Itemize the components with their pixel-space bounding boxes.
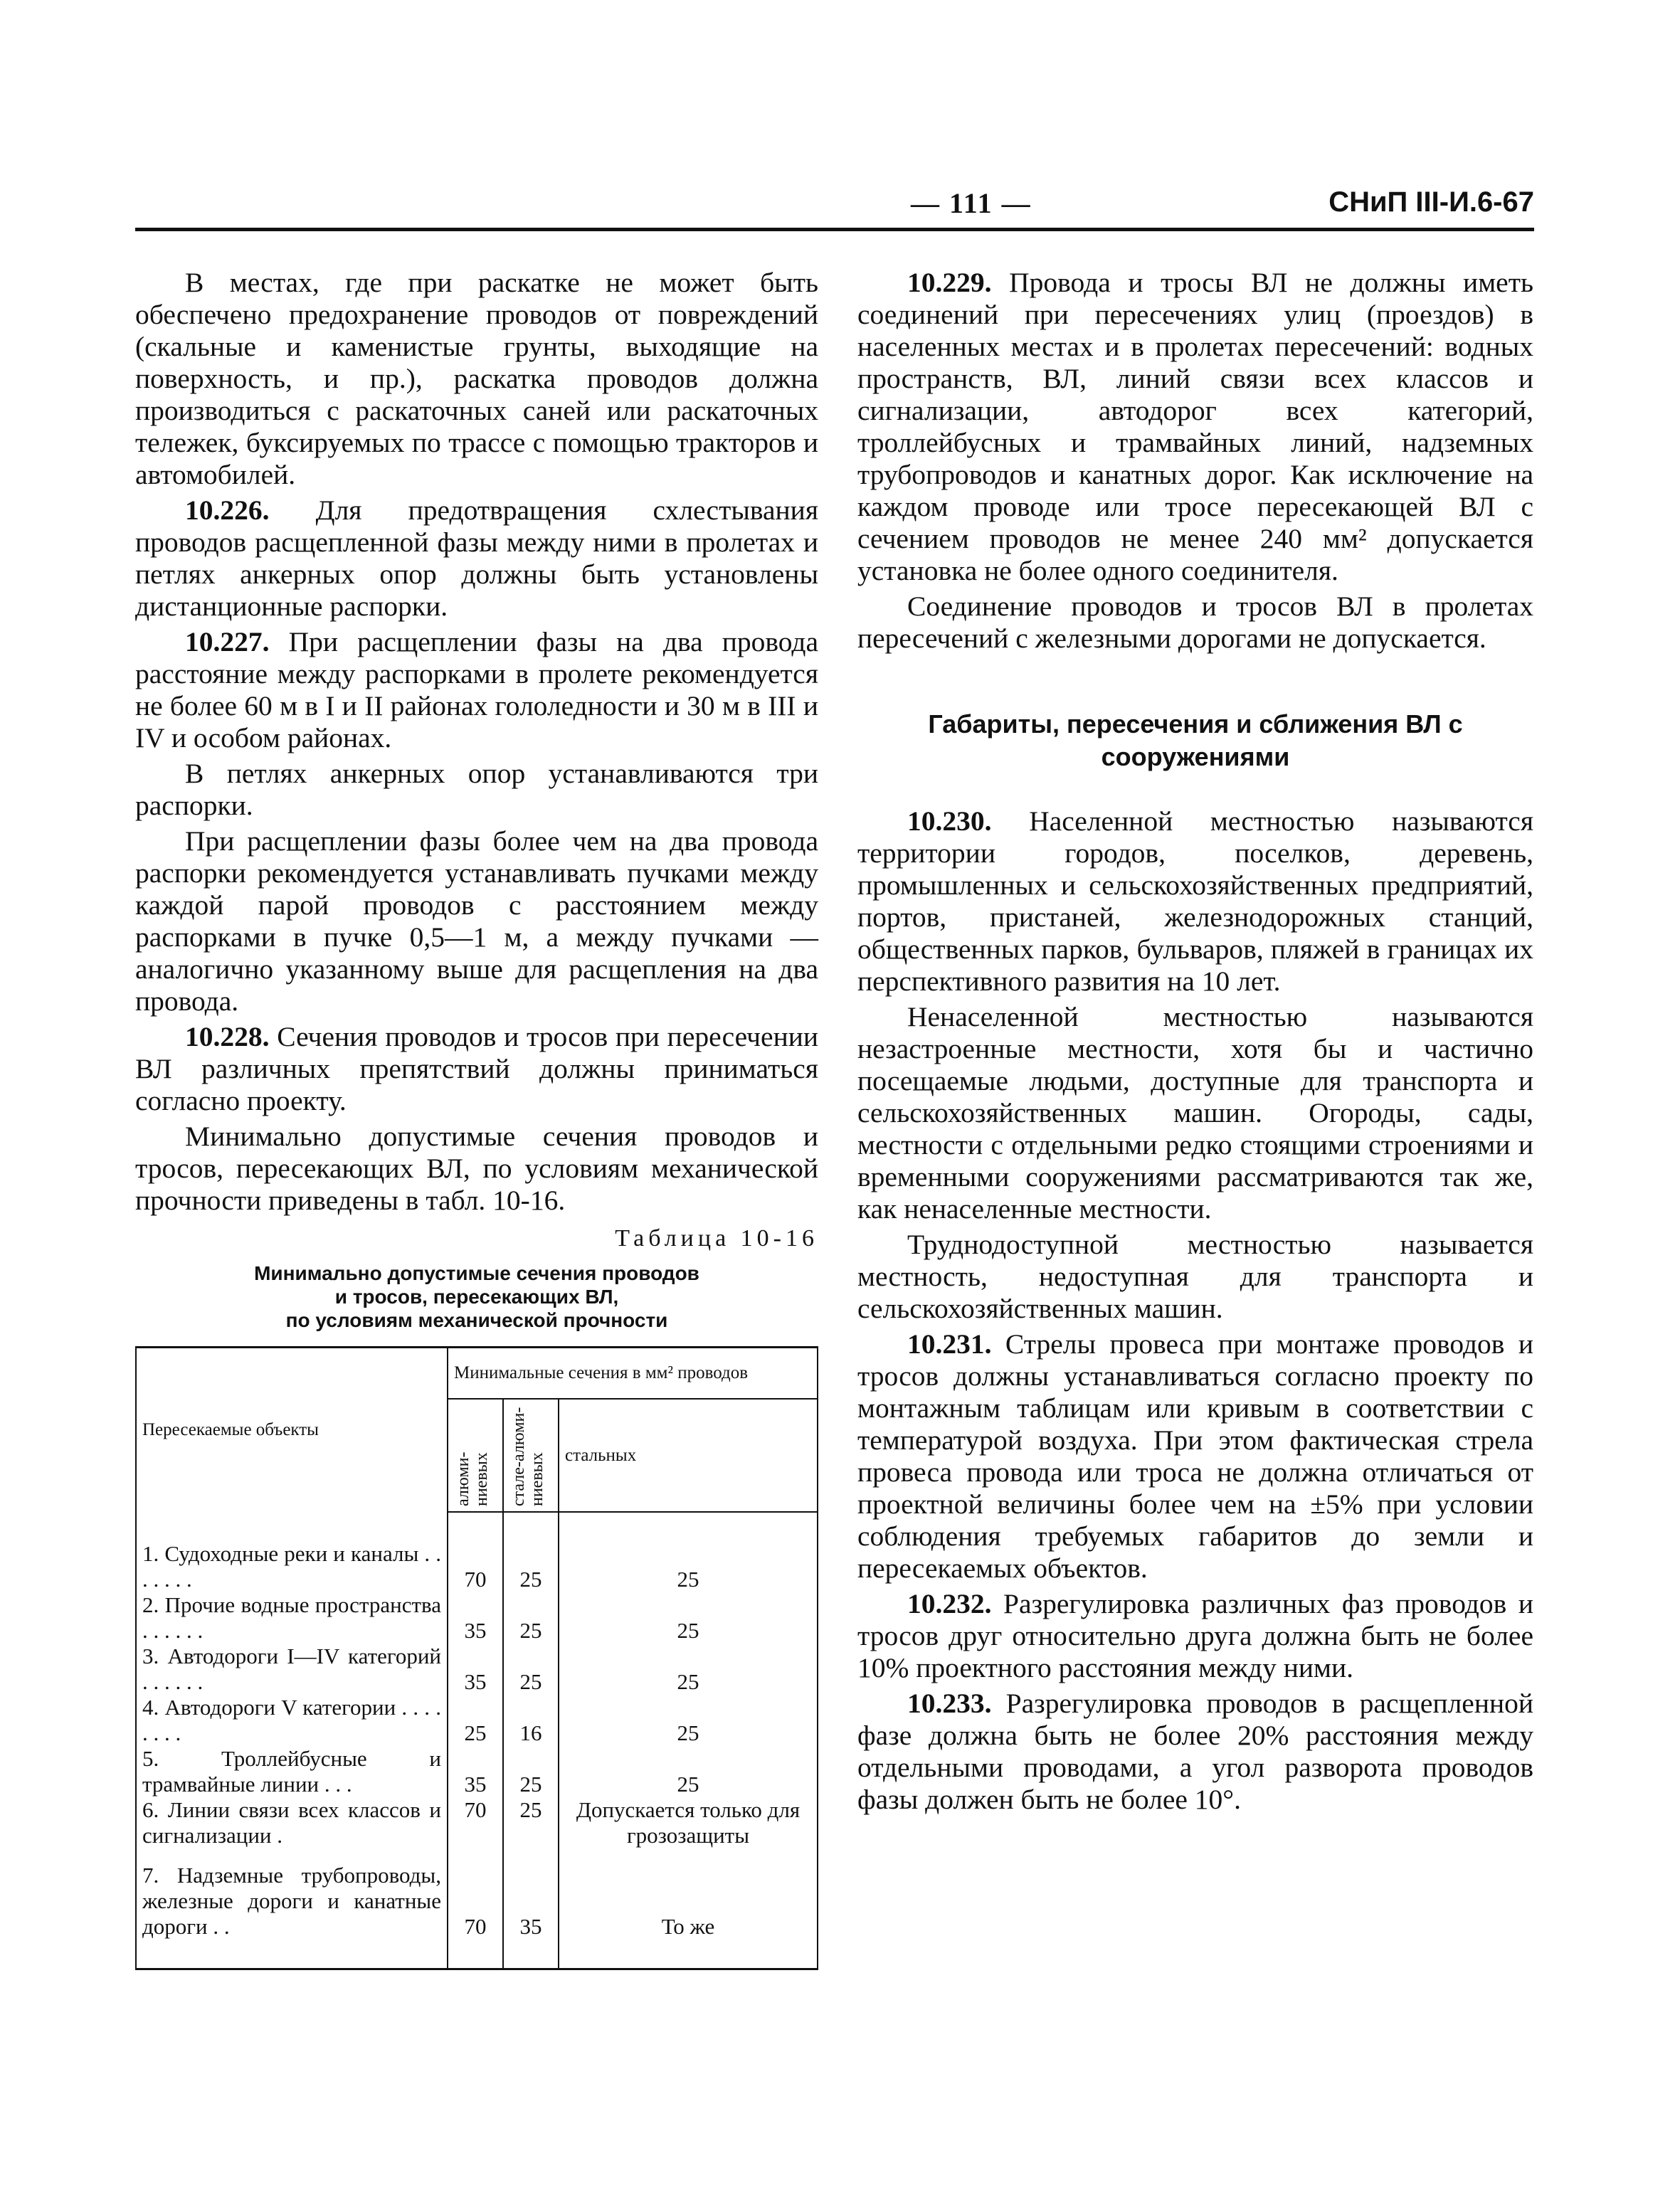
cell-aluminum: 70 [448,1541,503,1592]
paragraph-10-228 [135,1021,818,1117]
cell-steel-aluminum: 25 [503,1644,559,1695]
column-header-objects: Пересекаемые объекты [136,1348,448,1513]
clause-text: Населенной местностью называются территории городов, поселков, деревень, промышленных и сельскохозяйственных предприятий, портов, пристаней, железнодорожных станций, общественных парков, бульваров, пляжей в границах их перспективного развития на 10 лет. [857,805,1533,997]
clause-text: Для предотвращения схлестывания проводов расщепленной фазы между ними в пролетах и петлях анкерных опор должны быть установлены дистанционные распорки. [135,494,818,622]
cell-steel: 25 [559,1695,818,1746]
cell-aluminum: 70 [448,1797,503,1848]
paragraph-10-232 [857,1588,1533,1684]
table-title-line: и тросов, пересекающих ВЛ, [334,1286,619,1308]
page-header [135,186,1534,229]
cell-object: 5. Троллейбусные и трамвайные линии . . . [136,1746,448,1797]
cell-steel: То же [559,1848,818,1940]
table-caption: Таблица 10-16 [615,1225,818,1252]
cell-aluminum: 70 [448,1848,503,1940]
cell-object: 1. Судоходные реки и каналы . . . . . . . [136,1541,448,1592]
paragraph: Минимально допустимые сечения проводов и тросов, пересекающих ВЛ, по условиям механической прочности приведены в табл. 10-16. [135,1121,818,1216]
table-row [136,1746,818,1797]
table-row [136,1797,818,1848]
column-header-label: стале-алюми-ниевых [509,1407,546,1506]
table-title-line: Минимально допустимые сечения проводов [254,1262,699,1284]
table-row [136,1644,818,1695]
table-spacer-row [136,1940,818,1969]
paragraph-10-231 [857,1328,1533,1584]
cell-steel-aluminum: 16 [503,1695,559,1746]
clause-number: 10.230. [907,805,992,837]
cell-object: 4. Автодороги V категории . . . . . . . . [136,1695,448,1746]
clause-number: 10.233. [907,1688,992,1719]
clause-text: Провода и тросы ВЛ не должны иметь соединений при пересечениях улиц (проездов) в населенных местах и в пролетах пересечений: водных пространств, ВЛ, линий связи всех классов и сигнализации, автодорог всех категорий, троллейбусных и трамвайных линий, надземных трубопроводов и канатных дорог. Как исключение на каждом проводе или тросе пересекающей ВЛ с сечением проводов не менее 240 мм² допускается установка не более одного соединителя. [857,267,1533,586]
cell-aluminum: 35 [448,1746,503,1797]
clause-text: Стрелы провеса при монтаже проводов и тросов должны устанавливаться согласно проекту по монтажным таблицам или кривым в соответствии с температурой воздуха. При этом фактическая стрела провеса провода или троса не должна отличаться от проектной величины более чем на ±5% при условии соблюдения требуемых габаритов до земли и пересекаемых объектов. [857,1328,1533,1584]
table-title-line: по условиям механической прочности [285,1309,668,1331]
cell-steel-aluminum: 25 [503,1746,559,1797]
left-column [135,267,818,1970]
clause-number: 10.231. [907,1328,992,1360]
section-heading: Габариты, пересечения и сближения ВЛ с сооружениями [928,709,1463,771]
cell-steel-aluminum: 35 [503,1848,559,1940]
paragraph-10-229 [857,267,1533,587]
clause-number: 10.227. [185,626,270,657]
cell-steel-aluminum: 25 [503,1797,559,1848]
header-rule [135,228,1534,231]
paragraph: Соединение проводов и тросов ВЛ в пролетах пересечений с железными дорогами не допускается. [857,591,1533,654]
clause-number: 10.228. [185,1021,270,1052]
table-spacer-row [136,1512,818,1541]
cell-steel: 25 [559,1746,818,1797]
column-header-group: Минимальные сечения в мм² проводов [448,1348,818,1400]
cell-steel: Допускается только для грозозащиты [559,1797,818,1848]
paragraph: В местах, где при раскатке не может быть обеспечено предохранение проводов от повреждений (скальные и каменистые грунты, выходящие на поверхность, и пр.), раскатка проводов должна производиться с раскаточных саней или раскаточных тележек, буксируемых по трассе с помощью тракторов и автомобилей. [135,267,818,490]
table-row [136,1592,818,1644]
cell-steel-aluminum: 25 [503,1541,559,1592]
cell-steel: 25 [559,1644,818,1695]
table-row [136,1695,818,1746]
clause-text: Сечения проводов и тросов при пересечении ВЛ различных препятствий должны приниматься согласно проекту. [135,1021,818,1116]
clause-number: 10.229. [907,267,992,298]
cell-object: 7. Надземные трубопроводы, железные дороги и канатные дороги . . [136,1848,448,1940]
paragraph-10-227 [135,626,818,754]
paragraph: В петлях анкерных опор устанавливаются три распорки. [135,758,818,821]
clause-text: Разрегулировка проводов в расщепленной фазе должна быть не более 20% расстояния между отдельными проводами, а угол разворота проводов фазы должен быть не более 10°. [857,1688,1533,1815]
clause-number: 10.232. [907,1588,992,1619]
column-header-aluminum [448,1399,503,1512]
column-header-steel: стальных [559,1399,818,1512]
paragraph: Ненаселенной местностью называются незастроенные местности, хотя бы и частично посещаемые людьми, доступные для транспорта и сельскохозяйственных машин. Огороды, сады, местности с отдельными редко стоящими строениями и временными сооружениями рассматриваются так же, как ненаселенные местности. [857,1001,1533,1224]
paragraph: Труднодоступной местностью называется местность, недоступная для транспорта и сельскохозяйственных машин. [857,1229,1533,1324]
page-number: — 111 — [911,187,1032,219]
cross-section-table [135,1346,818,1970]
cell-steel-aluminum: 25 [503,1592,559,1644]
table-title [135,1261,818,1332]
cell-steel: 25 [559,1592,818,1644]
cell-steel: 25 [559,1541,818,1592]
table-row [136,1848,818,1940]
clause-number: 10.226. [185,494,270,526]
cell-object: 6. Линии связи всех классов и сигнализации . [136,1797,448,1848]
paragraph: При расщеплении фазы более чем на два провода распорки рекомендуется устанавливать пучками между каждой парой проводов с расстоянием между распорками в пучке 0,5—1 м, а между пучками — аналогично указанному выше для расщепления на два провода. [135,825,818,1017]
document-code: СНиП III-И.6-67 [1328,186,1534,218]
clause-text: При расщеплении фазы на два провода расстояние между распорками в пролете рекомендуется не более 60 м в I и II районах гололедности и 30 м в III и IV и особом районах. [135,626,818,753]
cell-object: 3. Автодороги I—IV категорий . . . . . . [136,1644,448,1695]
cell-aluminum: 35 [448,1592,503,1644]
column-header-label: алюми-ниевых [454,1451,491,1506]
cell-aluminum: 25 [448,1695,503,1746]
table-row [136,1541,818,1592]
cell-aluminum: 35 [448,1644,503,1695]
paragraph-10-233 [857,1688,1533,1816]
right-column [857,267,1533,1819]
column-header-steel-aluminum [503,1399,559,1512]
clause-text: Разрегулировка различных фаз проводов и тросов друг относительно друга должна быть не более 10% проектного расстояния между ними. [857,1588,1533,1683]
paragraph-10-226 [135,494,818,623]
paragraph-10-230 [857,805,1533,998]
cell-object: 2. Прочие водные пространства . . . . . . [136,1592,448,1644]
